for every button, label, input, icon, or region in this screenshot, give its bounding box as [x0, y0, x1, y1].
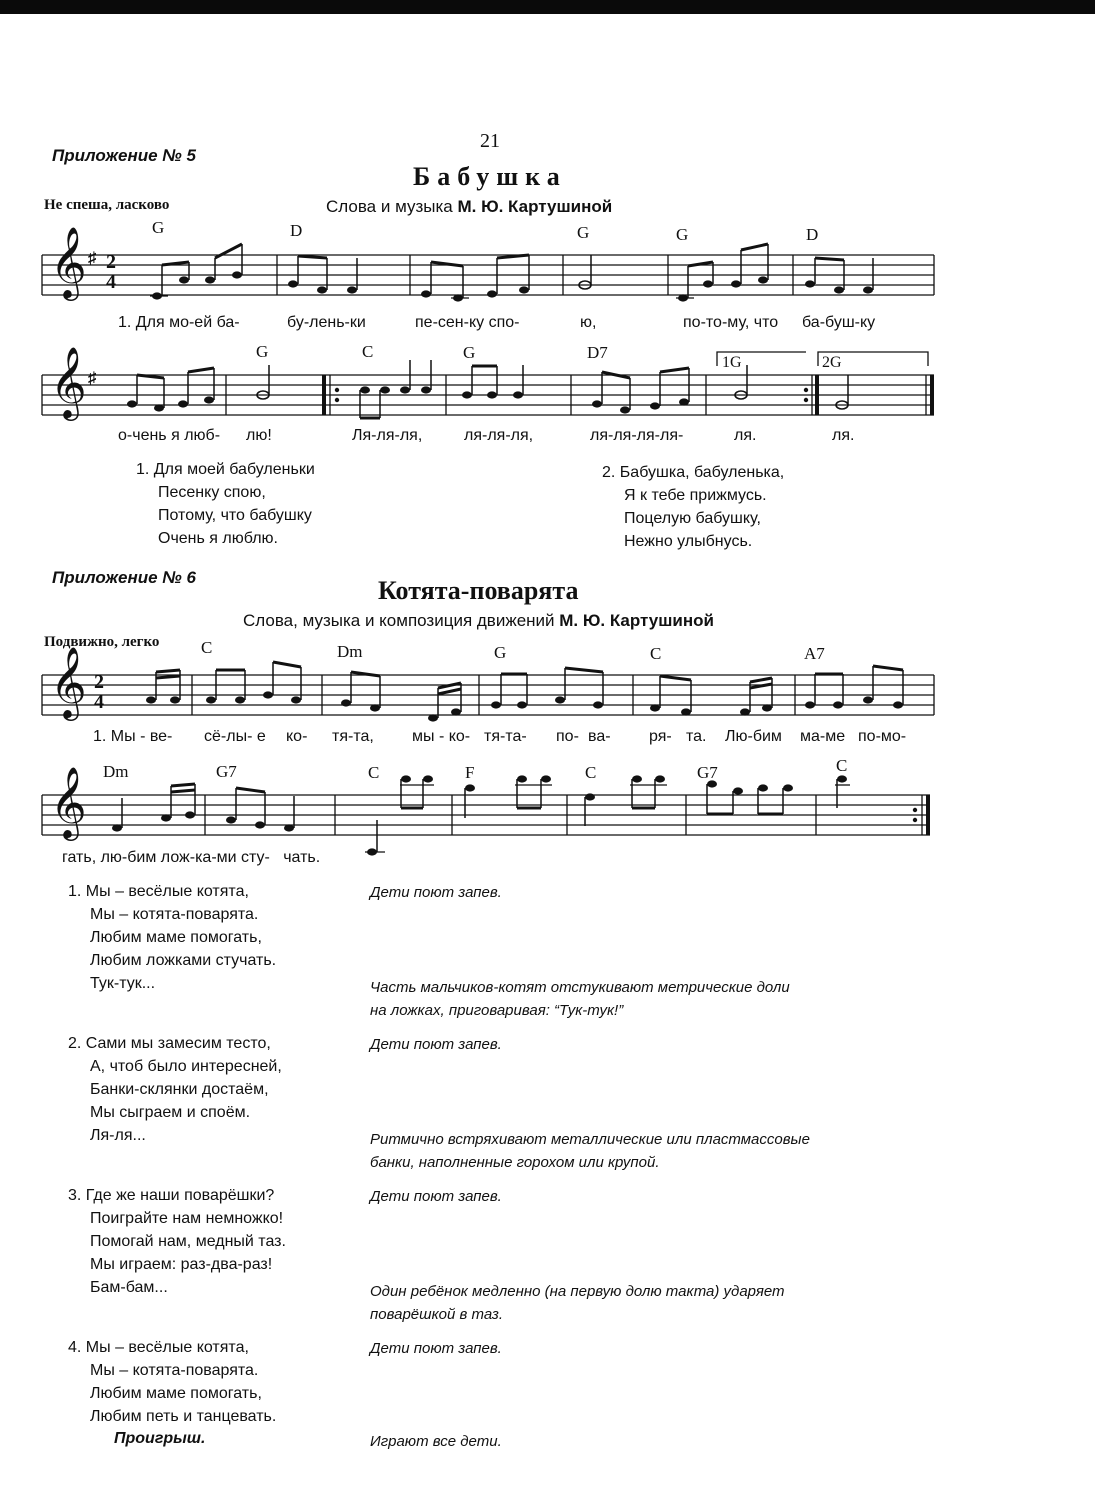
note-line: банки, наполненные горохом или крупой. — [370, 1154, 660, 1171]
verse-line: Поиграйте нам немножко! — [90, 1210, 284, 1227]
lyric: сё-лы- е — [204, 728, 266, 745]
credit-prefix: Слова и музыка — [326, 197, 458, 216]
appendix-5-label: Приложение № 5 — [52, 146, 196, 165]
verse-line: Мы – котята-поварята. — [90, 906, 259, 923]
chord: C — [362, 342, 374, 361]
chord: F — [465, 763, 475, 782]
song1-verse-1 — [136, 458, 315, 550]
lyric: ля. — [734, 427, 757, 444]
lyric: по- — [556, 728, 579, 745]
volta-1-chord: 1G — [722, 354, 742, 371]
lyric: о-чень я люб- — [118, 427, 221, 444]
interlude-label: Проигрыш. — [114, 1430, 206, 1447]
ledger-lines — [150, 296, 850, 852]
verse-line: Ля-ля... — [90, 1127, 146, 1144]
lyric: ля-ля-ля, — [464, 427, 534, 444]
chord: G — [494, 643, 507, 662]
chord: G — [463, 343, 476, 362]
chord: C — [650, 644, 662, 663]
note-line: поварёшкой в таз. — [370, 1306, 503, 1323]
lyric: та. — [686, 728, 707, 745]
time-signature-bottom: 4 — [94, 691, 104, 713]
verse-line: 4. Мы – весёлые котята, — [68, 1339, 249, 1356]
treble-clef-icon: 𝄞 — [50, 649, 87, 717]
stage-direction: Дети поют запев. — [370, 884, 502, 901]
lyric: Ля-ля-ля, — [352, 427, 423, 444]
verse-line: Любим ложками стучать. — [90, 952, 277, 969]
credit-author: М. Ю. Картушиной — [559, 611, 714, 630]
song2-stanza-1 — [68, 880, 276, 995]
verse-line: Поцелую бабушку, — [624, 510, 761, 527]
song2-stanza-4 — [68, 1336, 276, 1428]
verse-line: Любим маме помогать, — [90, 1385, 262, 1402]
chord: G — [152, 218, 165, 237]
lyric: мы - ко- — [412, 728, 471, 745]
chord: C — [368, 763, 380, 782]
key-signature-sharp-icon: ♯ — [88, 370, 96, 387]
appendix-6-label: Приложение № 6 — [52, 568, 196, 587]
time-signature-top: 2 — [106, 251, 116, 273]
stage-direction: Дети поют запев. — [370, 1188, 502, 1205]
lyric: тя-та, — [332, 728, 374, 745]
verse-line: А, чтоб было интересней, — [90, 1058, 282, 1075]
chord: C — [585, 763, 597, 782]
lyric: ма-ме — [800, 728, 846, 745]
staff-3 — [42, 675, 934, 715]
lyric: Лю-бим — [725, 728, 782, 745]
song2-stanza-3 — [68, 1184, 286, 1299]
verse-line: Нежно улыбнусь. — [624, 533, 753, 550]
verse-line: Помогай нам, медный таз. — [90, 1233, 286, 1250]
lyric: по-мо- — [858, 728, 907, 745]
time-signature-top: 2 — [94, 671, 104, 693]
lyric: пе-сен-ку спо- — [415, 314, 520, 331]
verse-line: Очень я люблю. — [158, 530, 278, 547]
chord: G — [256, 342, 269, 361]
song1-verse-2 — [602, 461, 784, 553]
chord: C — [836, 756, 848, 775]
chord: G7 — [697, 763, 718, 782]
chord: G — [577, 223, 590, 242]
time-signature — [106, 252, 116, 292]
verse-line: Я к тебе прижмусь. — [624, 487, 767, 504]
verse-line: Мы играем: раз-два-раз! — [90, 1256, 273, 1273]
note-line: Часть мальчиков-котят отстукивают метрические доли — [370, 979, 790, 996]
chord: Dm — [337, 642, 363, 661]
verse-line: 3. Где же наши поварёшки? — [68, 1187, 275, 1204]
chord: G7 — [216, 762, 237, 781]
song2-credit — [243, 611, 714, 631]
song1-title: Бабушка — [413, 162, 567, 191]
note-line: Ритмично встряхивают металлические или пластмассовые — [370, 1131, 810, 1148]
lyric: ля. — [832, 427, 855, 444]
credit-author: М. Ю. Картушиной — [457, 197, 613, 216]
credit-prefix: Слова, музыка и композиция движений — [243, 611, 560, 630]
lyric: ба-буш-ку — [802, 314, 876, 331]
treble-clef-icon: 𝄞 — [50, 769, 87, 837]
verse-line: Любим петь и танцевать. — [90, 1408, 277, 1425]
verse-line: 1. Для моей бабуленьки — [136, 461, 315, 478]
song1-tempo: Не спеша, ласково — [44, 197, 170, 213]
treble-clef-icon: 𝄞 — [50, 349, 87, 417]
song2-tempo: Подвижно, легко — [44, 634, 160, 650]
verse-line: Бам-бам... — [90, 1279, 168, 1296]
chord: D — [806, 225, 819, 244]
verse-line: Песенку спою, — [158, 484, 266, 501]
verse-line: 1. Мы – весёлые котята, — [68, 883, 249, 900]
chord: Dm — [103, 762, 129, 781]
verse-line: 2. Сами мы замесим тесто, — [68, 1035, 271, 1052]
verse-line: Тук-тук... — [90, 975, 156, 992]
lyric: тя-та- — [484, 728, 527, 745]
chord: G — [676, 225, 689, 244]
chord: D7 — [587, 343, 608, 362]
verse-line: Любим маме помогать, — [90, 929, 262, 946]
lyric: 1. Мы - ве- — [93, 728, 173, 745]
time-signature — [94, 672, 104, 712]
lyric: 1. Для мо-ей ба- — [118, 314, 240, 331]
key-signature-sharp-icon: ♯ — [88, 250, 96, 267]
lyric: ля-ля-ля-ля- — [590, 427, 684, 444]
verse-line: 2. Бабушка, бабуленька, — [602, 464, 785, 481]
chord: A7 — [804, 644, 825, 663]
treble-clef-icon: 𝄞 — [50, 229, 87, 297]
staff-1 — [42, 255, 934, 295]
stage-direction: Дети поют запев. — [370, 1036, 502, 1053]
page-number: 21 — [480, 130, 500, 152]
lyric: бу-лень-ки — [287, 314, 366, 331]
verse-line: Мы – котята-поварята. — [90, 1362, 259, 1379]
lyric: лю! — [246, 427, 272, 444]
lyric: ко- — [286, 728, 308, 745]
lyric: ря- — [649, 728, 672, 745]
chord: C — [201, 638, 213, 657]
stage-direction: Дети поют запев. — [370, 1340, 502, 1357]
note-line: на ложках, приговаривая: “Тук-тук!” — [370, 1002, 624, 1019]
verse-line: Банки-склянки достаём, — [90, 1081, 269, 1098]
lyric: ю, — [580, 314, 597, 331]
lyric: по-то-му, что — [683, 314, 779, 331]
half-notes — [257, 281, 848, 409]
verse-line: Мы сыграем и споём. — [90, 1104, 251, 1121]
chord: D — [290, 221, 303, 240]
lyric: ва- — [588, 728, 611, 745]
song2-stanza-2 — [68, 1032, 282, 1147]
stage-direction — [370, 1280, 785, 1326]
interlude-direction: Играют все дети. — [370, 1433, 502, 1450]
time-signature-bottom: 4 — [106, 271, 116, 293]
lyric: гать, лю-бим лож-ка-ми сту- чать. — [62, 849, 321, 866]
verse-line: Потому, что бабушку — [158, 507, 312, 524]
stage-direction — [370, 976, 790, 1022]
song2-title: Котята-поварята — [378, 576, 579, 605]
volta-2-chord: 2G — [822, 354, 842, 371]
stage-direction — [370, 1128, 810, 1174]
staff-4 — [42, 795, 930, 835]
note-line: Один ребёнок медленно (на первую долю такта) ударяет — [370, 1283, 785, 1300]
